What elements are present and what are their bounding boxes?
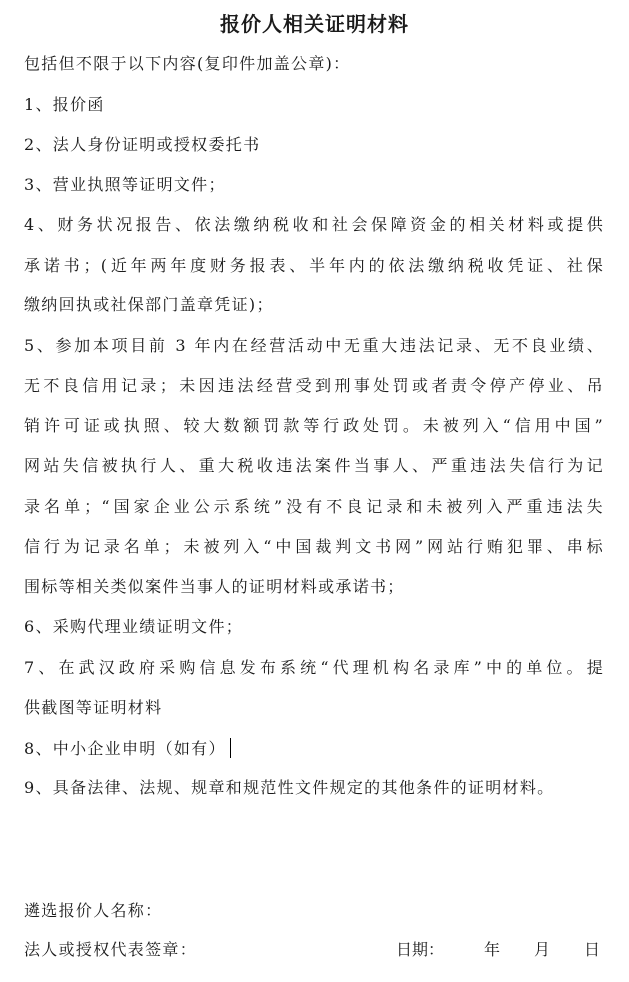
item-5-line-2: 无不良信用记录；未因违法经营受到刑事处罚或者责令停产停业、吊 [24,376,604,395]
item-4-line-3: 缴纳回执或社保部门盖章凭证)； [24,295,274,314]
month-label: 月 [534,940,551,959]
item-9: 9、具备法律、法规、规章和规范性文件规定的其他条件的证明材料。 [24,778,555,797]
item-8[interactable] [24,738,231,759]
representative-signature-label: 法人或授权代表签章： [24,940,198,959]
item-6: 6、采购代理业绩证明文件； [24,617,244,636]
item-5-line-4: 网站失信被执行人、重大税收违法案件当事人、严重违法失信行为记 [24,456,604,475]
item-5-line-3: 销许可证或执照、较大数额罚款等行政处罚。未被列入“信用中国” [24,416,604,435]
item-4-line-2: 承诺书；(近年两年度财务报表、半年内的依法缴纳税收凭证、社保 [24,256,604,275]
year-label: 年 [484,940,501,959]
text-cursor [230,738,231,758]
item-5-line-7: 围标等相关类似案件当事人的证明材料或承诺书； [24,577,405,596]
intro-text: 包括但不限于以下内容(复印件加盖公章)： [24,54,351,73]
item-3: 3、营业执照等证明文件； [24,175,226,194]
item-4-line-1: 4、财务状况报告、依法缴纳税收和社会保障资金的相关材料或提供 [24,215,604,234]
item-5-line-6: 信行为记录名单；未被列入“中国裁判文书网”网站行贿犯罪、串标 [24,537,604,556]
item-7-line-2: 供截图等证明材料 [24,698,163,717]
item-8-text: 8、中小企业申明（如有） [24,739,226,758]
bidder-name-label: 遴选报价人名称： [24,901,163,920]
page-title: 报价人相关证明材料 [220,12,409,36]
item-5-line-1: 5、参加本项目前 3 年内在经营活动中无重大违法记录、无不良业绩、 [24,336,604,355]
date-label: 日期： [396,940,445,959]
item-5-line-5: 录名单；“国家企业公示系统”没有不良记录和未被列入严重违法失 [24,497,604,516]
item-2: 2、法人身份证明或授权委托书 [24,135,261,154]
item-7-line-1: 7、在武汉政府采购信息发布系统“代理机构名录库”中的单位。提 [24,658,604,677]
item-1: 1、报价函 [24,95,105,114]
day-label: 日 [584,940,601,959]
